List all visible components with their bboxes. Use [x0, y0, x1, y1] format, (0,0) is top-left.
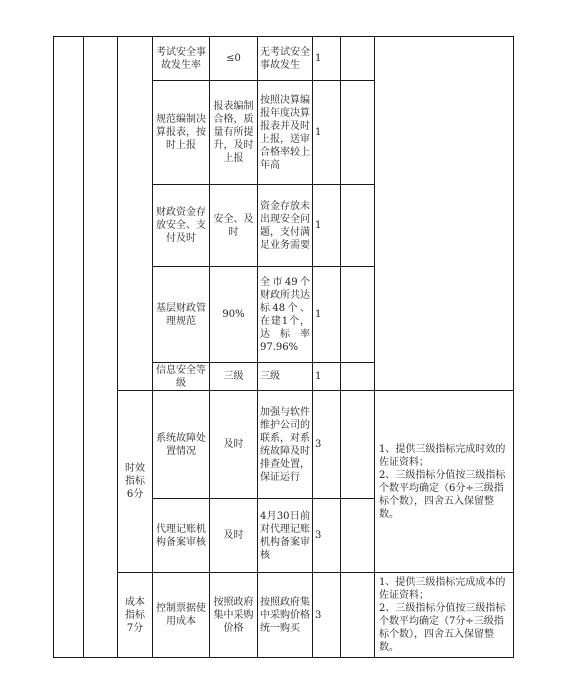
weight-cell [313, 267, 340, 362]
actual-cell [258, 185, 312, 266]
actual-text: 加强与软件维护公司的联系，对系统故障及时排查处置，保证运行 [260, 406, 310, 483]
indicator-text: 系统故障处置情况 [156, 432, 206, 457]
table-border-bottom [53, 657, 514, 658]
col-divider [83, 36, 84, 658]
target-cell [210, 37, 257, 80]
table-border-right [513, 36, 514, 658]
actual-cell [258, 363, 312, 390]
actual-cell [258, 499, 312, 572]
indicator-cell [153, 499, 209, 572]
actual-text: 按照政府集中采购价格统一购买 [260, 596, 310, 634]
indicator-cell [153, 391, 209, 498]
category-cell-timeliness [118, 391, 152, 572]
actual-cell [258, 573, 312, 657]
weight-text: 1 [315, 220, 322, 231]
target-text: 报表编制合格，质量有所提升，及时上报 [213, 101, 254, 164]
category-text: 时效指标6分 [125, 463, 145, 500]
actual-text: 无考试安全事故发生 [260, 46, 310, 71]
indicator-text: 代理记账机构备案审核 [156, 523, 206, 548]
indicator-text: 考试安全事故发生率 [156, 46, 206, 71]
target-cell [210, 267, 257, 362]
weight-text: 1 [315, 371, 322, 382]
note-cell-timeliness [375, 391, 513, 572]
weight-text: 3 [315, 439, 322, 450]
target-text: 90% [222, 309, 245, 320]
actual-cell [258, 37, 312, 80]
weight-text: 1 [315, 309, 322, 320]
actual-text: 全市49个财政所共达标48个、在建1个，达标率97.96% [260, 276, 310, 353]
category-text: 成本指标7分 [125, 596, 145, 634]
target-text: 安全、及时 [213, 213, 254, 238]
table-border-left [53, 36, 54, 658]
indicator-cell [153, 185, 209, 266]
actual-text: 资金存放未出现安全问题，支付满足业务需要 [260, 200, 310, 251]
weight-cell [313, 81, 340, 184]
weight-cell [313, 573, 340, 657]
indicator-cell [153, 267, 209, 362]
actual-cell [258, 267, 312, 362]
weight-cell [313, 363, 340, 390]
indicator-text: 规范编制决算报表，按时上报 [156, 114, 206, 151]
indicator-text: 信息安全等级 [156, 364, 206, 389]
weight-text: 1 [315, 53, 322, 64]
target-cell [210, 81, 257, 184]
indicator-cell [153, 363, 209, 390]
target-text: 及时 [223, 439, 244, 450]
col-divider [340, 36, 341, 658]
actual-text: 4月30日前对代理记账机构备案审核 [260, 510, 310, 561]
note-cell-cost [375, 573, 513, 657]
weight-text: 3 [315, 609, 322, 621]
actual-text: 三级 [260, 371, 280, 382]
target-text: ≤0 [226, 53, 241, 64]
actual-cell [258, 391, 312, 498]
indicator-text: 基层财政管理规范 [156, 302, 206, 327]
indicator-cell [153, 37, 209, 80]
indicator-text: 控制票据使用成本 [156, 603, 206, 627]
target-text: 及时 [223, 530, 244, 541]
target-text: 三级 [223, 371, 244, 382]
actual-text: 按照决算编报年度决算报表并及时上报，送审合格率较上年高 [260, 94, 310, 171]
target-cell [210, 573, 257, 657]
target-cell [210, 363, 257, 390]
target-cell [210, 499, 257, 572]
note-text: 1、提供三级指标完成时效的佐证资料； 2、三级指标分值按三级指标个数平均确定（6分÷三级指标个数），四舍五入保留整数。 [379, 443, 506, 520]
indicator-cell [153, 573, 209, 657]
target-cell [210, 185, 257, 266]
target-cell [210, 391, 257, 498]
indicator-cell [153, 81, 209, 184]
weight-cell [313, 499, 340, 572]
target-text: 按照政府集中采购价格 [213, 596, 254, 634]
actual-cell [258, 81, 312, 184]
weight-text: 1 [315, 127, 322, 138]
weight-cell [313, 37, 340, 80]
category-cell-cost [118, 573, 152, 657]
indicator-text: 财政资金存放安全、支付及时 [156, 207, 206, 244]
note-text: 1、提供三级指标完成成本的佐证资料； 2、三级指标分值按三级指标个数平均确定（7分÷三级指标个数），四舍五入保留整数。 [379, 577, 506, 653]
weight-text: 3 [315, 530, 322, 541]
weight-cell [313, 391, 340, 498]
weight-cell [313, 185, 340, 266]
